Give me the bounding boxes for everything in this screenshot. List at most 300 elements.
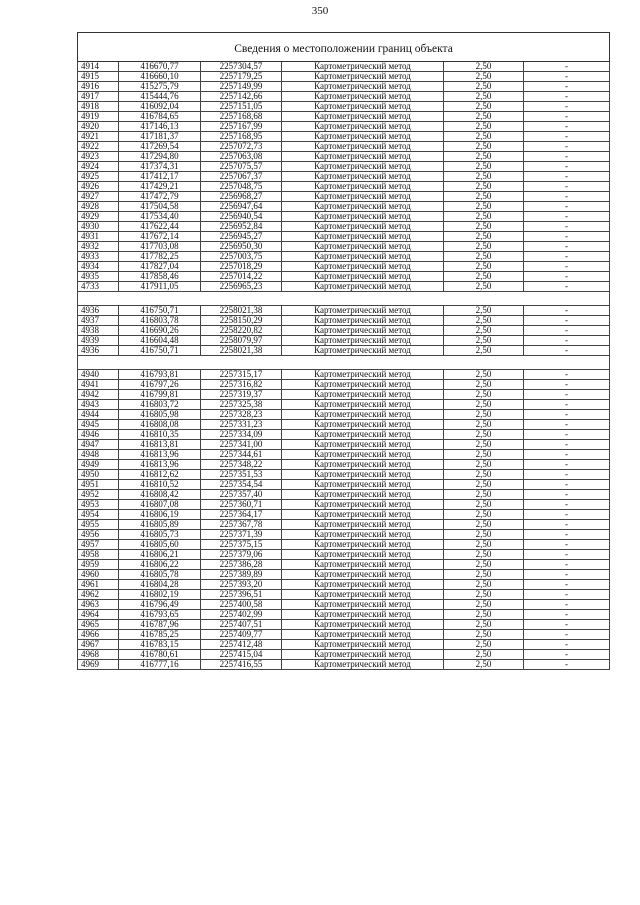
table-row xyxy=(78,420,610,430)
x-coordinate-cell: 416793,81 xyxy=(119,370,201,380)
section-separator xyxy=(78,356,610,370)
method-cell: Картометрический метод xyxy=(282,450,444,460)
point-number-cell: 4919 xyxy=(78,112,119,122)
point-number-cell: 4931 xyxy=(78,232,119,242)
accuracy-cell: 2,50 xyxy=(444,152,524,162)
note-cell: - xyxy=(524,212,610,222)
point-number-cell: 4941 xyxy=(78,380,119,390)
point-number-cell: 4951 xyxy=(78,480,119,490)
point-number-cell: 4945 xyxy=(78,420,119,430)
x-coordinate-cell: 416670,77 xyxy=(119,62,201,72)
table-row xyxy=(78,500,610,510)
table-row xyxy=(78,630,610,640)
y-coordinate-cell: 2257360,71 xyxy=(201,500,282,510)
accuracy-cell: 2,50 xyxy=(444,92,524,102)
accuracy-cell: 2,50 xyxy=(444,470,524,480)
table-row xyxy=(78,470,610,480)
method-cell: Картометрический метод xyxy=(282,660,444,670)
x-coordinate-cell: 417294,80 xyxy=(119,152,201,162)
accuracy-cell: 2,50 xyxy=(444,122,524,132)
y-coordinate-cell: 2257018,29 xyxy=(201,262,282,272)
point-number-cell: 4950 xyxy=(78,470,119,480)
note-cell: - xyxy=(524,306,610,316)
method-cell: Картометрический метод xyxy=(282,490,444,500)
separator-cell xyxy=(78,292,610,306)
x-coordinate-cell: 417181,37 xyxy=(119,132,201,142)
table-row xyxy=(78,306,610,316)
accuracy-cell: 2,50 xyxy=(444,162,524,172)
accuracy-cell: 2,50 xyxy=(444,326,524,336)
y-coordinate-cell: 2257415,04 xyxy=(201,650,282,660)
table-row xyxy=(78,162,610,172)
table-row xyxy=(78,232,610,242)
method-cell: Картометрический метод xyxy=(282,620,444,630)
point-number-cell: 4959 xyxy=(78,560,119,570)
note-cell: - xyxy=(524,202,610,212)
point-number-cell: 4944 xyxy=(78,410,119,420)
point-number-cell: 4954 xyxy=(78,510,119,520)
accuracy-cell: 2,50 xyxy=(444,202,524,212)
y-coordinate-cell: 2256950,30 xyxy=(201,242,282,252)
note-cell: - xyxy=(524,570,610,580)
y-coordinate-cell: 2258220,82 xyxy=(201,326,282,336)
x-coordinate-cell: 416805,89 xyxy=(119,520,201,530)
table-row xyxy=(78,262,610,272)
point-number-cell: 4936 xyxy=(78,306,119,316)
table-row xyxy=(78,370,610,380)
accuracy-cell: 2,50 xyxy=(444,500,524,510)
accuracy-cell: 2,50 xyxy=(444,102,524,112)
point-number-cell: 4949 xyxy=(78,460,119,470)
note-cell: - xyxy=(524,252,610,262)
method-cell: Картометрический метод xyxy=(282,530,444,540)
y-coordinate-cell: 2257149,99 xyxy=(201,82,282,92)
table-row xyxy=(78,122,610,132)
y-coordinate-cell: 2257400,58 xyxy=(201,600,282,610)
accuracy-cell: 2,50 xyxy=(444,82,524,92)
point-number-cell: 4962 xyxy=(78,590,119,600)
x-coordinate-cell: 416797,26 xyxy=(119,380,201,390)
point-number-cell: 4918 xyxy=(78,102,119,112)
boundary-coordinates-table xyxy=(77,32,609,670)
point-number-cell: 4930 xyxy=(78,222,119,232)
accuracy-cell: 2,50 xyxy=(444,620,524,630)
point-number-cell: 4968 xyxy=(78,650,119,660)
x-coordinate-cell: 417146,13 xyxy=(119,122,201,132)
note-cell: - xyxy=(524,560,610,570)
note-cell: - xyxy=(524,500,610,510)
x-coordinate-cell: 417374,31 xyxy=(119,162,201,172)
accuracy-cell: 2,50 xyxy=(444,560,524,570)
point-number-cell: 4926 xyxy=(78,182,119,192)
accuracy-cell: 2,50 xyxy=(444,400,524,410)
table-row xyxy=(78,650,610,660)
table-row xyxy=(78,326,610,336)
note-cell: - xyxy=(524,520,610,530)
x-coordinate-cell: 417672,14 xyxy=(119,232,201,242)
x-coordinate-cell: 416777,16 xyxy=(119,660,201,670)
method-cell: Картометрический метод xyxy=(282,580,444,590)
point-number-cell: 4928 xyxy=(78,202,119,212)
accuracy-cell: 2,50 xyxy=(444,390,524,400)
y-coordinate-cell: 2257168,95 xyxy=(201,132,282,142)
table-row xyxy=(78,132,610,142)
point-number-cell: 4733 xyxy=(78,282,119,292)
method-cell: Картометрический метод xyxy=(282,162,444,172)
method-cell: Картометрический метод xyxy=(282,172,444,182)
accuracy-cell: 2,50 xyxy=(444,62,524,72)
accuracy-cell: 2,50 xyxy=(444,132,524,142)
method-cell: Картометрический метод xyxy=(282,480,444,490)
x-coordinate-cell: 416785,25 xyxy=(119,630,201,640)
method-cell: Картометрический метод xyxy=(282,570,444,580)
method-cell: Картометрический метод xyxy=(282,262,444,272)
method-cell: Картометрический метод xyxy=(282,630,444,640)
method-cell: Картометрический метод xyxy=(282,142,444,152)
separator-cell xyxy=(78,356,610,370)
point-number-cell: 4935 xyxy=(78,272,119,282)
y-coordinate-cell: 2257142,66 xyxy=(201,92,282,102)
table-row xyxy=(78,346,610,356)
method-cell: Картометрический метод xyxy=(282,232,444,242)
point-number-cell: 4938 xyxy=(78,326,119,336)
note-cell: - xyxy=(524,326,610,336)
x-coordinate-cell: 416808,42 xyxy=(119,490,201,500)
y-coordinate-cell: 2257371,39 xyxy=(201,530,282,540)
note-cell: - xyxy=(524,72,610,82)
y-coordinate-cell: 2256965,23 xyxy=(201,282,282,292)
method-cell: Картометрический метод xyxy=(282,182,444,192)
accuracy-cell: 2,50 xyxy=(444,450,524,460)
point-number-cell: 4960 xyxy=(78,570,119,580)
method-cell: Картометрический метод xyxy=(282,370,444,380)
note-cell: - xyxy=(524,272,610,282)
table-row xyxy=(78,550,610,560)
point-number-cell: 4923 xyxy=(78,152,119,162)
x-coordinate-cell: 416806,19 xyxy=(119,510,201,520)
table-body xyxy=(78,62,610,670)
x-coordinate-cell: 416784,65 xyxy=(119,112,201,122)
note-cell: - xyxy=(524,92,610,102)
method-cell: Картометрический метод xyxy=(282,346,444,356)
x-coordinate-cell: 416660,10 xyxy=(119,72,201,82)
accuracy-cell: 2,50 xyxy=(444,336,524,346)
note-cell: - xyxy=(524,82,610,92)
point-number-cell: 4947 xyxy=(78,440,119,450)
table-row xyxy=(78,142,610,152)
table-row xyxy=(78,590,610,600)
point-number-cell: 4967 xyxy=(78,640,119,650)
point-number-cell: 4936 xyxy=(78,346,119,356)
accuracy-cell: 2,50 xyxy=(444,380,524,390)
x-coordinate-cell: 415275,79 xyxy=(119,82,201,92)
table-row xyxy=(78,182,610,192)
method-cell: Картометрический метод xyxy=(282,272,444,282)
table-row xyxy=(78,460,610,470)
note-cell: - xyxy=(524,102,610,112)
note-cell: - xyxy=(524,590,610,600)
table-row xyxy=(78,600,610,610)
note-cell: - xyxy=(524,172,610,182)
note-cell: - xyxy=(524,640,610,650)
accuracy-cell: 2,50 xyxy=(444,262,524,272)
accuracy-cell: 2,50 xyxy=(444,272,524,282)
method-cell: Картометрический метод xyxy=(282,420,444,430)
x-coordinate-cell: 416813,96 xyxy=(119,460,201,470)
y-coordinate-cell: 2257048,75 xyxy=(201,182,282,192)
y-coordinate-cell: 2256947,64 xyxy=(201,202,282,212)
method-cell: Картометрический метод xyxy=(282,132,444,142)
y-coordinate-cell: 2257331,23 xyxy=(201,420,282,430)
note-cell: - xyxy=(524,222,610,232)
method-cell: Картометрический метод xyxy=(282,192,444,202)
note-cell: - xyxy=(524,470,610,480)
table-row xyxy=(78,102,610,112)
note-cell: - xyxy=(524,450,610,460)
note-cell: - xyxy=(524,390,610,400)
table-row xyxy=(78,520,610,530)
point-number-cell: 4920 xyxy=(78,122,119,132)
y-coordinate-cell: 2256952,84 xyxy=(201,222,282,232)
x-coordinate-cell: 416805,98 xyxy=(119,410,201,420)
note-cell: - xyxy=(524,550,610,560)
y-coordinate-cell: 2257315,17 xyxy=(201,370,282,380)
point-number-cell: 4957 xyxy=(78,540,119,550)
y-coordinate-cell: 2257364,17 xyxy=(201,510,282,520)
accuracy-cell: 2,50 xyxy=(444,112,524,122)
table-row xyxy=(78,560,610,570)
method-cell: Картометрический метод xyxy=(282,316,444,326)
accuracy-cell: 2,50 xyxy=(444,520,524,530)
point-number-cell: 4952 xyxy=(78,490,119,500)
accuracy-cell: 2,50 xyxy=(444,590,524,600)
accuracy-cell: 2,50 xyxy=(444,72,524,82)
accuracy-cell: 2,50 xyxy=(444,182,524,192)
note-cell: - xyxy=(524,660,610,670)
accuracy-cell: 2,50 xyxy=(444,660,524,670)
point-number-cell: 4961 xyxy=(78,580,119,590)
x-coordinate-cell: 417269,54 xyxy=(119,142,201,152)
note-cell: - xyxy=(524,630,610,640)
method-cell: Картометрический метод xyxy=(282,430,444,440)
table-row xyxy=(78,62,610,72)
y-coordinate-cell: 2257319,37 xyxy=(201,390,282,400)
point-number-cell: 4942 xyxy=(78,390,119,400)
accuracy-cell: 2,50 xyxy=(444,440,524,450)
note-cell: - xyxy=(524,242,610,252)
table-row xyxy=(78,316,610,326)
point-number-cell: 4934 xyxy=(78,262,119,272)
note-cell: - xyxy=(524,370,610,380)
point-number-cell: 4924 xyxy=(78,162,119,172)
x-coordinate-cell: 416805,60 xyxy=(119,540,201,550)
point-number-cell: 4953 xyxy=(78,500,119,510)
table-row xyxy=(78,660,610,670)
method-cell: Картометрический метод xyxy=(282,610,444,620)
table-row xyxy=(78,610,610,620)
y-coordinate-cell: 2257351,53 xyxy=(201,470,282,480)
y-coordinate-cell: 2257412,48 xyxy=(201,640,282,650)
accuracy-cell: 2,50 xyxy=(444,410,524,420)
note-cell: - xyxy=(524,490,610,500)
point-number-cell: 4965 xyxy=(78,620,119,630)
point-number-cell: 4943 xyxy=(78,400,119,410)
note-cell: - xyxy=(524,620,610,630)
y-coordinate-cell: 2257344,61 xyxy=(201,450,282,460)
y-coordinate-cell: 2258021,38 xyxy=(201,346,282,356)
point-number-cell: 4914 xyxy=(78,62,119,72)
x-coordinate-cell: 416690,26 xyxy=(119,326,201,336)
accuracy-cell: 2,50 xyxy=(444,430,524,440)
accuracy-cell: 2,50 xyxy=(444,212,524,222)
note-cell: - xyxy=(524,580,610,590)
table-row xyxy=(78,82,610,92)
accuracy-cell: 2,50 xyxy=(444,252,524,262)
method-cell: Картометрический метод xyxy=(282,520,444,530)
accuracy-cell: 2,50 xyxy=(444,346,524,356)
x-coordinate-cell: 416803,78 xyxy=(119,316,201,326)
y-coordinate-cell: 2257409,77 xyxy=(201,630,282,640)
note-cell: - xyxy=(524,430,610,440)
point-number-cell: 4963 xyxy=(78,600,119,610)
x-coordinate-cell: 416092,04 xyxy=(119,102,201,112)
x-coordinate-cell: 416793,65 xyxy=(119,610,201,620)
method-cell: Картометрический метод xyxy=(282,550,444,560)
method-cell: Картометрический метод xyxy=(282,82,444,92)
table-row xyxy=(78,400,610,410)
method-cell: Картометрический метод xyxy=(282,600,444,610)
x-coordinate-cell: 417782,25 xyxy=(119,252,201,262)
y-coordinate-cell: 2257063,08 xyxy=(201,152,282,162)
x-coordinate-cell: 417703,08 xyxy=(119,242,201,252)
y-coordinate-cell: 2256968,27 xyxy=(201,192,282,202)
method-cell: Картометрический метод xyxy=(282,242,444,252)
table-row xyxy=(78,640,610,650)
accuracy-cell: 2,50 xyxy=(444,172,524,182)
accuracy-cell: 2,50 xyxy=(444,600,524,610)
y-coordinate-cell: 2257067,37 xyxy=(201,172,282,182)
table-row xyxy=(78,380,610,390)
x-coordinate-cell: 416750,71 xyxy=(119,306,201,316)
point-number-cell: 4969 xyxy=(78,660,119,670)
y-coordinate-cell: 2257316,82 xyxy=(201,380,282,390)
table-row xyxy=(78,272,610,282)
accuracy-cell: 2,50 xyxy=(444,580,524,590)
point-number-cell: 4940 xyxy=(78,370,119,380)
x-coordinate-cell: 416806,21 xyxy=(119,550,201,560)
y-coordinate-cell: 2257167,99 xyxy=(201,122,282,132)
method-cell: Картометрический метод xyxy=(282,640,444,650)
method-cell: Картометрический метод xyxy=(282,470,444,480)
table-row xyxy=(78,490,610,500)
accuracy-cell: 2,50 xyxy=(444,460,524,470)
method-cell: Картометрический метод xyxy=(282,62,444,72)
note-cell: - xyxy=(524,346,610,356)
point-number-cell: 4925 xyxy=(78,172,119,182)
y-coordinate-cell: 2257357,40 xyxy=(201,490,282,500)
table-row xyxy=(78,112,610,122)
note-cell: - xyxy=(524,316,610,326)
section-separator xyxy=(78,292,610,306)
table-row xyxy=(78,430,610,440)
y-coordinate-cell: 2258079,97 xyxy=(201,336,282,346)
note-cell: - xyxy=(524,152,610,162)
note-cell: - xyxy=(524,440,610,450)
point-number-cell: 4937 xyxy=(78,316,119,326)
point-number-cell: 4929 xyxy=(78,212,119,222)
accuracy-cell: 2,50 xyxy=(444,370,524,380)
accuracy-cell: 2,50 xyxy=(444,282,524,292)
x-coordinate-cell: 417534,40 xyxy=(119,212,201,222)
note-cell: - xyxy=(524,400,610,410)
accuracy-cell: 2,50 xyxy=(444,650,524,660)
x-coordinate-cell: 415444,76 xyxy=(119,92,201,102)
table-row xyxy=(78,480,610,490)
y-coordinate-cell: 2257151,05 xyxy=(201,102,282,112)
method-cell: Картометрический метод xyxy=(282,540,444,550)
x-coordinate-cell: 416813,96 xyxy=(119,450,201,460)
table-row xyxy=(78,336,610,346)
note-cell: - xyxy=(524,162,610,172)
note-cell: - xyxy=(524,192,610,202)
note-cell: - xyxy=(524,142,610,152)
accuracy-cell: 2,50 xyxy=(444,640,524,650)
y-coordinate-cell: 2256945,27 xyxy=(201,232,282,242)
accuracy-cell: 2,50 xyxy=(444,540,524,550)
method-cell: Картометрический метод xyxy=(282,400,444,410)
method-cell: Картометрический метод xyxy=(282,336,444,346)
accuracy-cell: 2,50 xyxy=(444,490,524,500)
x-coordinate-cell: 416810,52 xyxy=(119,480,201,490)
note-cell: - xyxy=(524,650,610,660)
table-row xyxy=(78,222,610,232)
note-cell: - xyxy=(524,540,610,550)
point-number-cell: 4915 xyxy=(78,72,119,82)
point-number-cell: 4927 xyxy=(78,192,119,202)
note-cell: - xyxy=(524,410,610,420)
table-row xyxy=(78,92,610,102)
table-row xyxy=(78,440,610,450)
point-number-cell: 4933 xyxy=(78,252,119,262)
x-coordinate-cell: 416783,15 xyxy=(119,640,201,650)
point-number-cell: 4966 xyxy=(78,630,119,640)
y-coordinate-cell: 2257348,22 xyxy=(201,460,282,470)
x-coordinate-cell: 416802,19 xyxy=(119,590,201,600)
method-cell: Картометрический метод xyxy=(282,460,444,470)
point-number-cell: 4932 xyxy=(78,242,119,252)
note-cell: - xyxy=(524,420,610,430)
accuracy-cell: 2,50 xyxy=(444,232,524,242)
y-coordinate-cell: 2257393,20 xyxy=(201,580,282,590)
y-coordinate-cell: 2257168,68 xyxy=(201,112,282,122)
y-coordinate-cell: 2258150,29 xyxy=(201,316,282,326)
x-coordinate-cell: 416806,22 xyxy=(119,560,201,570)
point-number-cell: 4955 xyxy=(78,520,119,530)
point-number-cell: 4948 xyxy=(78,450,119,460)
x-coordinate-cell: 416750,71 xyxy=(119,346,201,356)
accuracy-cell: 2,50 xyxy=(444,550,524,560)
x-coordinate-cell: 416812,62 xyxy=(119,470,201,480)
table-row xyxy=(78,530,610,540)
y-coordinate-cell: 2257396,51 xyxy=(201,590,282,600)
point-number-cell: 4922 xyxy=(78,142,119,152)
method-cell: Картометрический метод xyxy=(282,510,444,520)
method-cell: Картометрический метод xyxy=(282,202,444,212)
y-coordinate-cell: 2257367,78 xyxy=(201,520,282,530)
point-number-cell: 4939 xyxy=(78,336,119,346)
note-cell: - xyxy=(524,112,610,122)
point-number-cell: 4917 xyxy=(78,92,119,102)
